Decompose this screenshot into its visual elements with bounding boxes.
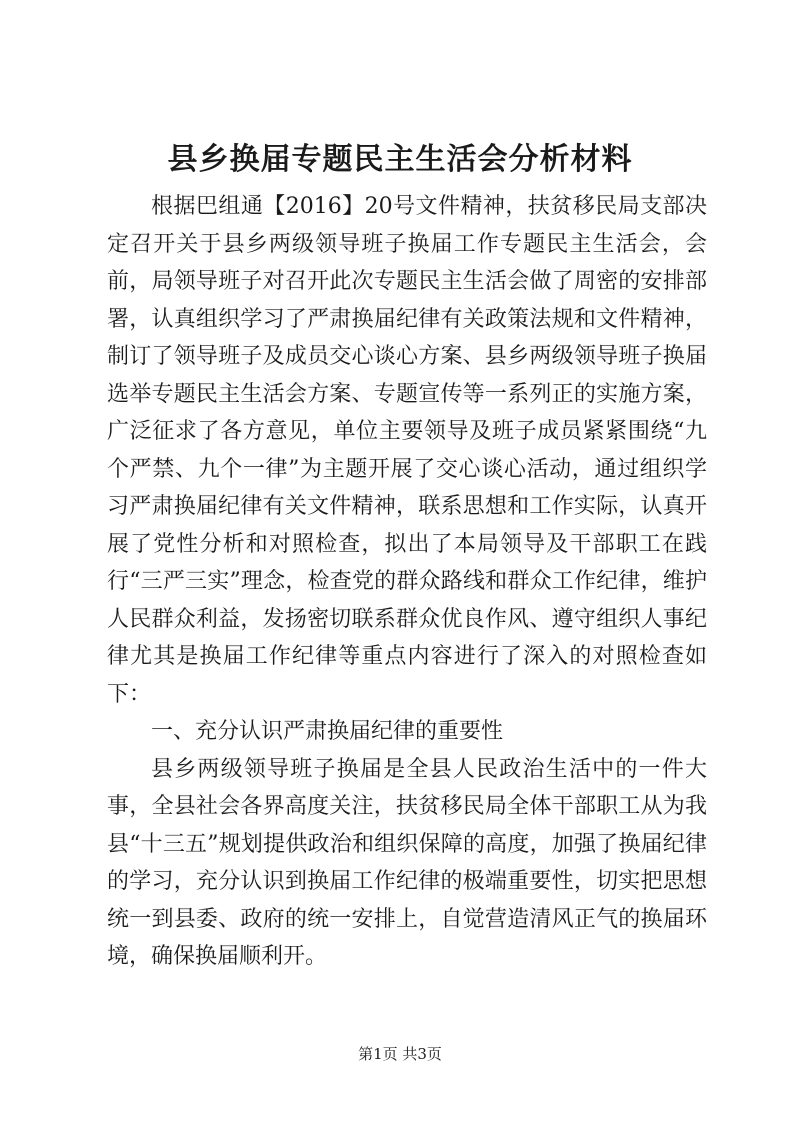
page-number-footer: 第1页 共3页 (358, 1045, 442, 1063)
document-body (107, 188, 707, 976)
document-title: 县乡换届专题民主生活会分析材料 (167, 142, 633, 177)
section-heading: 一、充分认识严肃换届纪律的重要性 (151, 719, 504, 744)
paragraph-intro: 根据巴组通【2016】20号文件精神，扶贫移民局支部决定召开关于县乡两级领导班子换届工作专题民主生活会，会前，局领导班子对召开此次专题民主生活会做了周密的安排部署，认真组织学习了严肃换届纪律有关政策法规和文件精神，制订了领导班子及成员交心谈心方案、县乡两级领导班子换届选举专题民主生活会方案、专题宣传等一系列正的实施方案，广泛征求了各方意见，单位主要领导及班子成员紧紧围绕“九个严禁、九个一律”为主题开展了交心谈心活动，通过组织学习严肃换届纪律有关文件精神，联系思想和工作实际，认真开展了党性分析和对照检查，拟出了本局领导及干部职工在践行“三严三实”理念，检查党的群众路线和群众工作纪律，维护人民群众利益，发扬密切联系群众优良作风、遵守组织人事纪律尤其是换届工作纪律等重点内容进行了深入的对照检查如下： (107, 194, 707, 707)
paragraph-section-one: 县乡两级领导班子换届是全县人民政治生活中的一件大事，全县社会各界高度关注，扶贫移民局全体干部职工从为我县“十三五”规划提供政治和组织保障的高度，加强了换届纪律的学习，充分认识到换届工作纪律的极端重要性，切实把思想统一到县委、政府的统一安排上，自觉营造清风正气的换届环境，确保换届顺利开。 (107, 756, 707, 969)
